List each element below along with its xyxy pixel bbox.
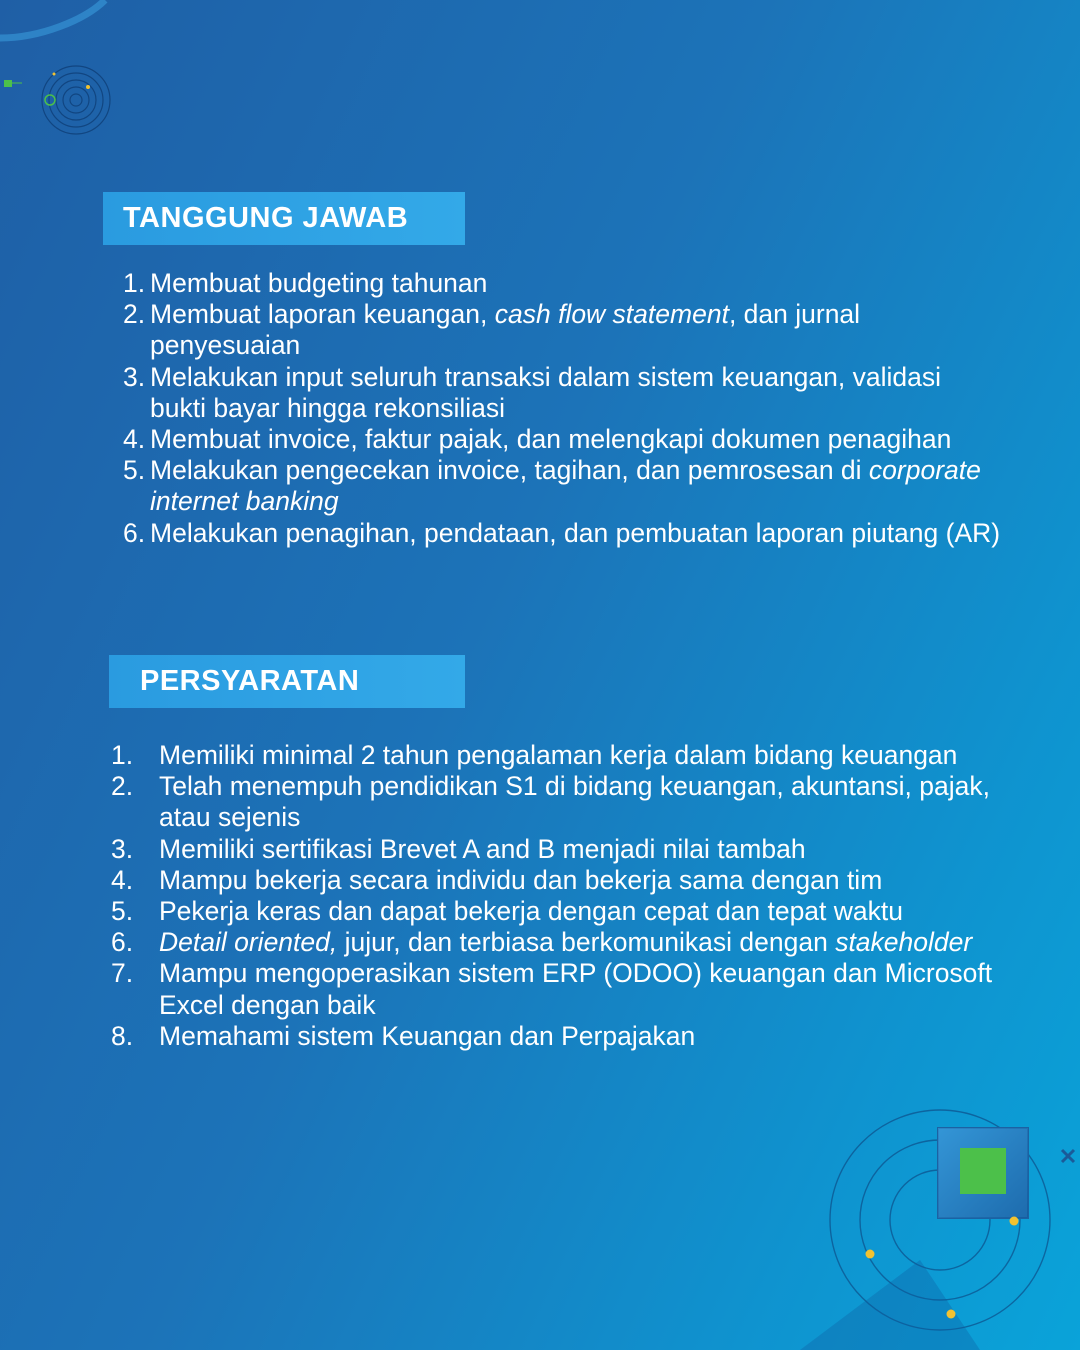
list-item-text xyxy=(159,834,1031,865)
list-item-text xyxy=(159,771,1031,833)
list-item-number: 3. xyxy=(111,833,134,864)
list-item-text xyxy=(150,299,1003,361)
list-item xyxy=(111,834,1031,865)
list-item-number: 4. xyxy=(111,864,134,895)
list-item xyxy=(123,299,1003,361)
text-segment: Melakukan pengecekan invoice, tagihan, dan pemrosesan di xyxy=(150,455,869,486)
italic-text: corporate internet banking xyxy=(150,455,981,517)
list-item-text xyxy=(159,1021,1031,1052)
list-item-number: 6. xyxy=(123,517,146,548)
italic-text: stakeholder xyxy=(835,927,973,958)
list-item-number: 2. xyxy=(111,771,134,802)
list-item xyxy=(123,518,1003,549)
list-item xyxy=(111,865,1031,896)
list-item xyxy=(111,958,1031,1020)
list-item-text xyxy=(159,740,1031,771)
top-left-decoration xyxy=(0,0,160,160)
list-item-text xyxy=(159,958,1031,1020)
list-item-number: 7. xyxy=(111,958,134,989)
list-item-number: 5. xyxy=(123,455,146,486)
list-item-text xyxy=(150,518,1003,549)
list-item xyxy=(111,771,1031,833)
text-segment: Melakukan penagihan, pendataan, dan pembuatan laporan piutang (AR) xyxy=(150,517,1001,548)
text-segment: Mampu mengoperasikan sistem ERP (ODOO) keuangan dan Microsoft Excel dengan baik xyxy=(159,958,993,1020)
list-item xyxy=(123,268,1003,299)
green-square-icon xyxy=(960,1148,1006,1194)
list-item-number: 2. xyxy=(123,299,146,330)
list-item-text xyxy=(159,865,1031,896)
tanggung-jawab-list xyxy=(123,268,1003,549)
text-segment: Membuat laporan keuangan, xyxy=(150,299,495,330)
list-item xyxy=(111,740,1031,771)
text-segment: Membuat invoice, faktur pajak, dan melengkapi dokumen penagihan xyxy=(150,424,952,455)
text-segment: , dan jurnal penyesuaian xyxy=(150,299,861,361)
list-item-text xyxy=(150,268,1003,299)
list-item xyxy=(111,1021,1031,1052)
italic-text: Detail oriented, xyxy=(159,927,338,958)
persyaratan-title: PERSYARATAN xyxy=(140,665,360,697)
list-item-text xyxy=(150,455,1003,517)
text-segment: Telah menempuh pendidikan S1 di bidang keuangan, akuntansi, pajak, atau sejenis xyxy=(159,771,990,833)
list-item-number: 6. xyxy=(111,927,134,958)
list-item-number: 4. xyxy=(123,424,146,455)
text-segment: Pekerja keras dan dapat bekerja dengan cepat dan tepat waktu xyxy=(159,896,903,927)
text-segment: Memiliki sertifikasi Brevet A and B menjadi nilai tambah xyxy=(159,833,806,864)
text-segment: Melakukan input seluruh transaksi dalam sistem keuangan, validasi bukti bayar hingga rekonsiliasi xyxy=(150,361,942,423)
list-item-number: 3. xyxy=(123,361,146,392)
text-segment: Mampu bekerja secara individu dan bekerja sama dengan tim xyxy=(159,864,883,895)
text-segment: jujur, dan terbiasa berkomunikasi dengan xyxy=(337,927,836,958)
list-item-number: 5. xyxy=(111,896,134,927)
list-item-number: 8. xyxy=(111,1020,134,1051)
list-item-text xyxy=(159,927,1031,958)
list-item xyxy=(123,362,1003,424)
italic-text: cash flow statement xyxy=(494,299,729,330)
list-item xyxy=(123,424,1003,455)
list-item-text xyxy=(159,896,1031,927)
text-segment: Memahami sistem Keuangan dan Perpajakan xyxy=(159,1020,696,1051)
list-item-number: 1. xyxy=(111,740,134,770)
list-item xyxy=(123,455,1003,517)
list-item-text xyxy=(150,424,1003,455)
list-item xyxy=(111,927,1031,958)
persyaratan-header xyxy=(109,655,465,708)
persyaratan-list xyxy=(111,740,1031,1052)
bottom-right-decoration xyxy=(740,1100,1080,1350)
list-item xyxy=(111,896,1031,927)
text-segment: Membuat budgeting tahunan xyxy=(150,268,488,298)
text-segment: Memiliki minimal 2 tahun pengalaman kerja dalam bidang keuangan xyxy=(159,740,958,770)
tanggung-jawab-header xyxy=(103,192,465,245)
list-item-text xyxy=(150,362,1003,424)
concentric-circles-icon xyxy=(42,66,110,134)
tanggung-jawab-title: TANGGUNG JAWAB xyxy=(123,202,409,234)
list-item-number: 1. xyxy=(123,268,146,298)
